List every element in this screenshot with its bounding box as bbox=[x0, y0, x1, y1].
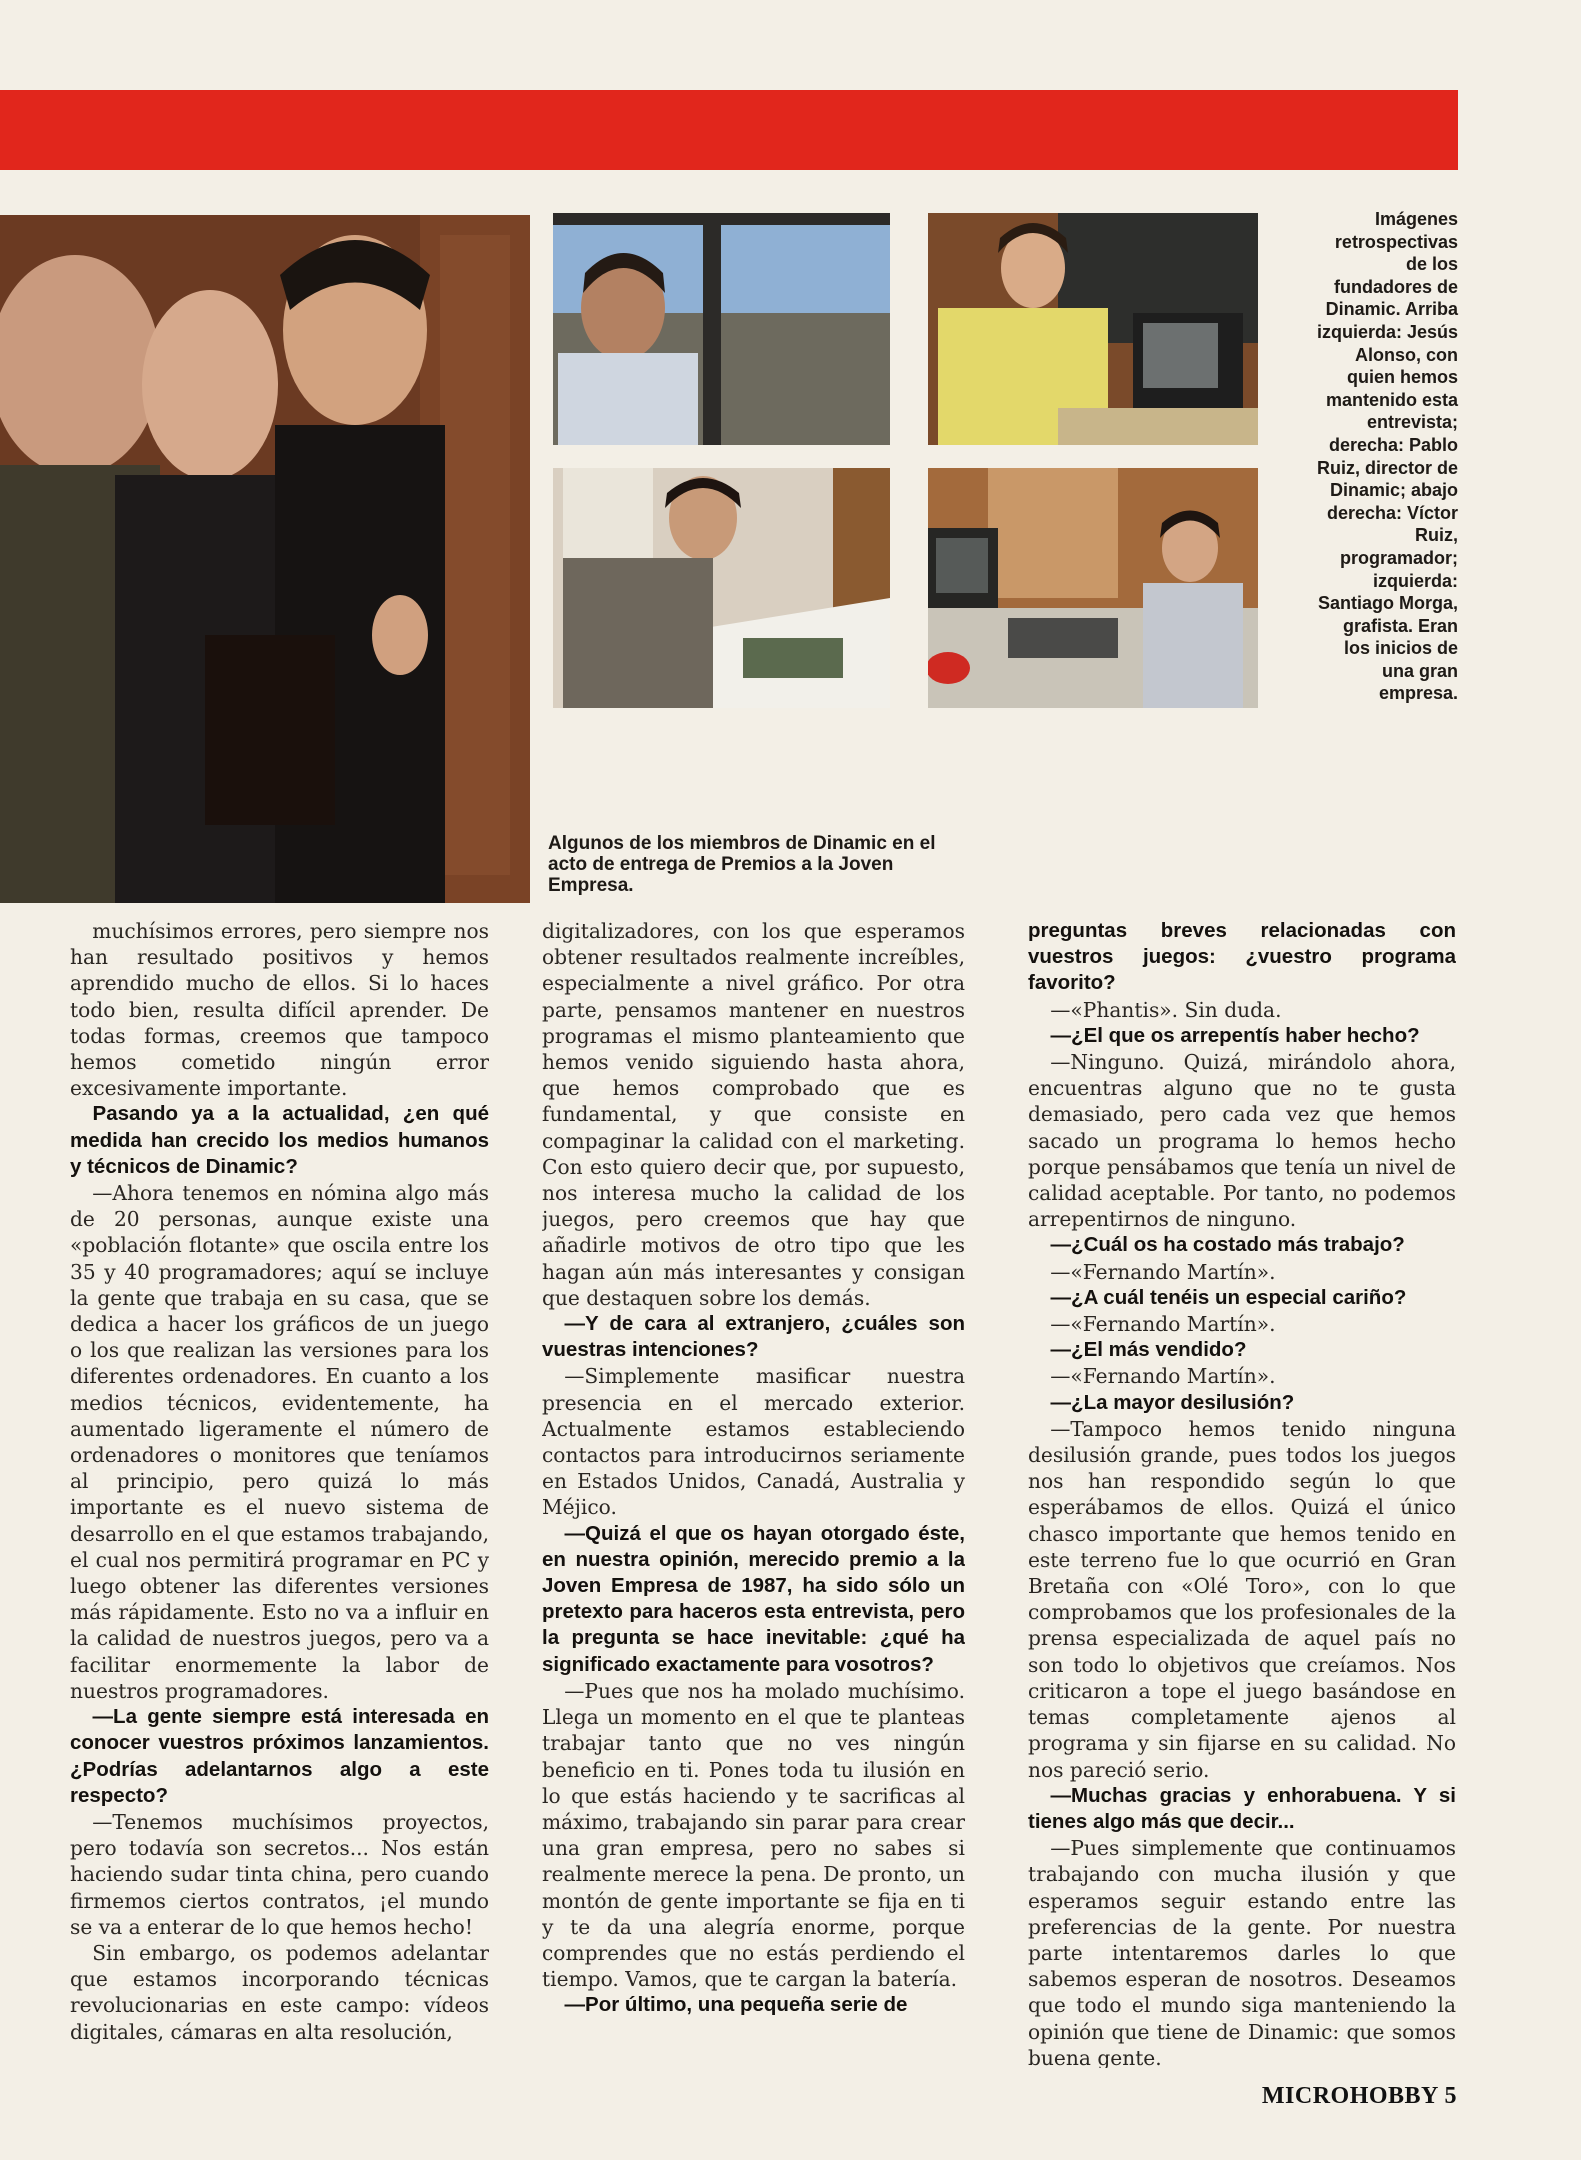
interview-answer: —Pues que nos ha molado muchísimo. Llega un momento en el que te planteas trabajar tanto que no ves ningún beneficio en ti. Pones toda tu ilusión en lo que estás haciendo y te sacrificas al máximo, trabajando sin parar para crear una gran empresa, pero no sabes si realmente merece la pena. De pronto, un montón de gente importante se fija en ti y te da una alegría enorme, porque comprendes que no estás perdiendo el tiempo. Vamos, que te cargan la batería. bbox=[542, 1678, 965, 1992]
interview-answer: —Tenemos muchísimos proyectos, pero todavía son secretos... Nos están haciendo sudar tinta china, pero cuando firmemos ciertos contratos, ¡el mundo se va a enterar de lo que hemos hecho! bbox=[70, 1809, 489, 1939]
interview-answer: —Ahora tenemos en nómina algo más de 20 personas, aunque existe una «población flotante» que oscila entre los 35 y 40 programadores; aquí se incluye la gente que trabaja en su casa, que se dedica a hacer los gráficos de un juego o los que realizan las versiones para los diferentes ordenadores. En cuanto a los medios técnicos, evidentemente, ha aumentado ligeramente el número de ordenadores o monitores que teníamos al principio, pero quizá lo más importante es el nuevo sistema de desarrollo en el que estamos trabajando, el cual nos permitirá programar en PC y luego obtener las diferentes versiones más rápidamente. Esto no va a influir en la calidad de nuestros juegos, pero va a facilitar enormemente la labor de nuestros programadores. bbox=[70, 1181, 489, 1703]
page-footer bbox=[1262, 2083, 1457, 2110]
page-number: 5 bbox=[1444, 2083, 1457, 2109]
photo-santiago-morga bbox=[553, 468, 890, 708]
interview-question: preguntas breves relacionadas con vuestros juegos: ¿vuestro programa favorito? bbox=[1028, 919, 1456, 995]
photo-jesus-alonso bbox=[553, 213, 890, 445]
interview-question: —¿A cuál tenéis un especial cariño? bbox=[1050, 1285, 1407, 1309]
interview-answer: —«Fernando Martín». bbox=[1050, 1364, 1276, 1389]
text-column-2 bbox=[542, 918, 965, 2068]
group-photo-caption: Algunos de los miembros de Dinamic en el acto de entrega de Premios a la Joven Empresa. bbox=[548, 833, 936, 896]
interview-question: —Muchas gracias y enhorabuena. Y si tienes algo más que decir... bbox=[1028, 1783, 1456, 1833]
interview-answer: —Tampoco hemos tenido ninguna desilusión grande, pues todos los juegos nos han respondido según lo que esperábamos de ellos. Quizá el único chasco importante que hemos tenido en este terreno fue lo que ocurrió en Gran Bretaña con «Olé Toro», con lo que comprobamos que los profesionales de la prensa especializada de aquel país no son todo lo objetivos que creíamos. Nos criticaron a tope el juego basándose en temas completamente ajenos al programa y sin fijarse en su calidad. No nos pareció serio. bbox=[1028, 1416, 1456, 1782]
interview-question: —La gente siempre está interesada en conocer vuestros próximos lanzamientos. ¿Podrías adelantarnos algo a este respecto? bbox=[70, 1705, 489, 1807]
interview-question: —Quizá el que os hayan otorgado éste, en nuestra opinión, merecido premio a la Joven Empresa de 1987, ha sido sólo un pretexto para haceros esta entrevista, pero la pregunta se hace inevitable: ¿qué ha significado exactamente para vosotros? bbox=[542, 1521, 965, 1676]
interview-answer: —Ninguno. Quizá, mirándolo ahora, encuentras alguno que no te gusta demasiado, pero cada vez que hemos sacado un programa lo hemos hecho porque pensábamos que tenía un nivel de calidad aceptable. Por tanto, no podemos arrepentirnos de ninguno. bbox=[1028, 1050, 1456, 1232]
interview-answer: —«Fernando Martín». bbox=[1050, 1259, 1276, 1284]
interview-question: —Por último, una pequeña serie de bbox=[564, 1993, 908, 2017]
interview-answer: —Pues simplemente que continuamos trabajando con mucha ilusión y que esperamos seguir estando entre las preferencias de la gente. Por nuestra parte intentaremos darles lo que sabemos esperan de nosotros. Deseamos que todo el mundo siga manteniendo la opinión que tiene de Dinamic: que somos buena gente. bbox=[1028, 1836, 1456, 2068]
interview-answer: —«Fernando Martín». bbox=[1050, 1312, 1276, 1337]
header-red-bar bbox=[0, 90, 1458, 170]
photo-victor-ruiz bbox=[928, 468, 1258, 708]
interview-question: —¿El más vendido? bbox=[1050, 1338, 1247, 1362]
interview-question: —¿La mayor desilusión? bbox=[1050, 1390, 1295, 1414]
interview-question: Pasando ya a la actualidad, ¿en qué medida han crecido los medios humanos y técnicos de Dinamic? bbox=[70, 1102, 489, 1178]
group-photo bbox=[0, 215, 530, 903]
interview-question: —¿El que os arrepentís haber hecho? bbox=[1050, 1023, 1420, 1047]
magazine-name: MICROHOBBY bbox=[1261, 2083, 1438, 2109]
text-column-3 bbox=[1028, 918, 1456, 2068]
interview-answer: —«Phantis». Sin duda. bbox=[1050, 997, 1282, 1022]
interview-question: —Y de cara al extranjero, ¿cuáles son vuestras intenciones? bbox=[542, 1312, 965, 1362]
retrospective-caption: Imágenes retrospectivas de los fundadores de Dinamic. Arriba izquierda: Jesús Alonso, con quien hemos mantenido esta entrevista; derecha: Pablo Ruiz, director de Dinamic; abajo derecha: Víctor Ruiz, programador; izquierda: Santiago Morga, grafista. Eran los inicios de una gran empresa. bbox=[1316, 209, 1458, 704]
interview-question: —¿Cuál os ha costado más trabajo? bbox=[1050, 1233, 1405, 1257]
interview-answer: Sin embargo, os podemos adelantar que estamos incorporando técnicas revolucionarias en este campo: vídeos digitales, cámaras en alta resolución, bbox=[70, 1940, 489, 2044]
text-column-1 bbox=[70, 918, 489, 2068]
interview-answer: —Simplemente masificar nuestra presencia en el mercado exterior. Actualmente estamos estableciendo contactos para introducirnos seriamente en Estados Unidos, Canadá, Australia y Méjico. bbox=[542, 1364, 965, 1520]
photo-pablo-ruiz bbox=[928, 213, 1258, 445]
interview-answer: digitalizadores, con los que esperamos obtener resultados realmente increíbles, especialmente a nivel gráfico. Por otra parte, pensamos mantener en nuestros programas el mismo planteamiento que hemos venido siguiendo hasta ahora, que hemos comprobado que es fundamental, y que consiste en compaginar la calidad con el marketing. Con esto quiero decir que, por supuesto, nos interesa mucho la calidad de los juegos, pero creemos que hay que añadirle motivos de otro tipo que les hagan aún más interesantes y consigan que destaquen sobre los demás. bbox=[542, 919, 965, 1310]
interview-answer: muchísimos errores, pero siempre nos han resultado positivos y hemos aprendido mucho de ellos. Si lo haces todo bien, resulta difícil aprender. De todas formas, creemos que tampoco hemos cometido ningún error excesivamente importante. bbox=[70, 919, 489, 1101]
